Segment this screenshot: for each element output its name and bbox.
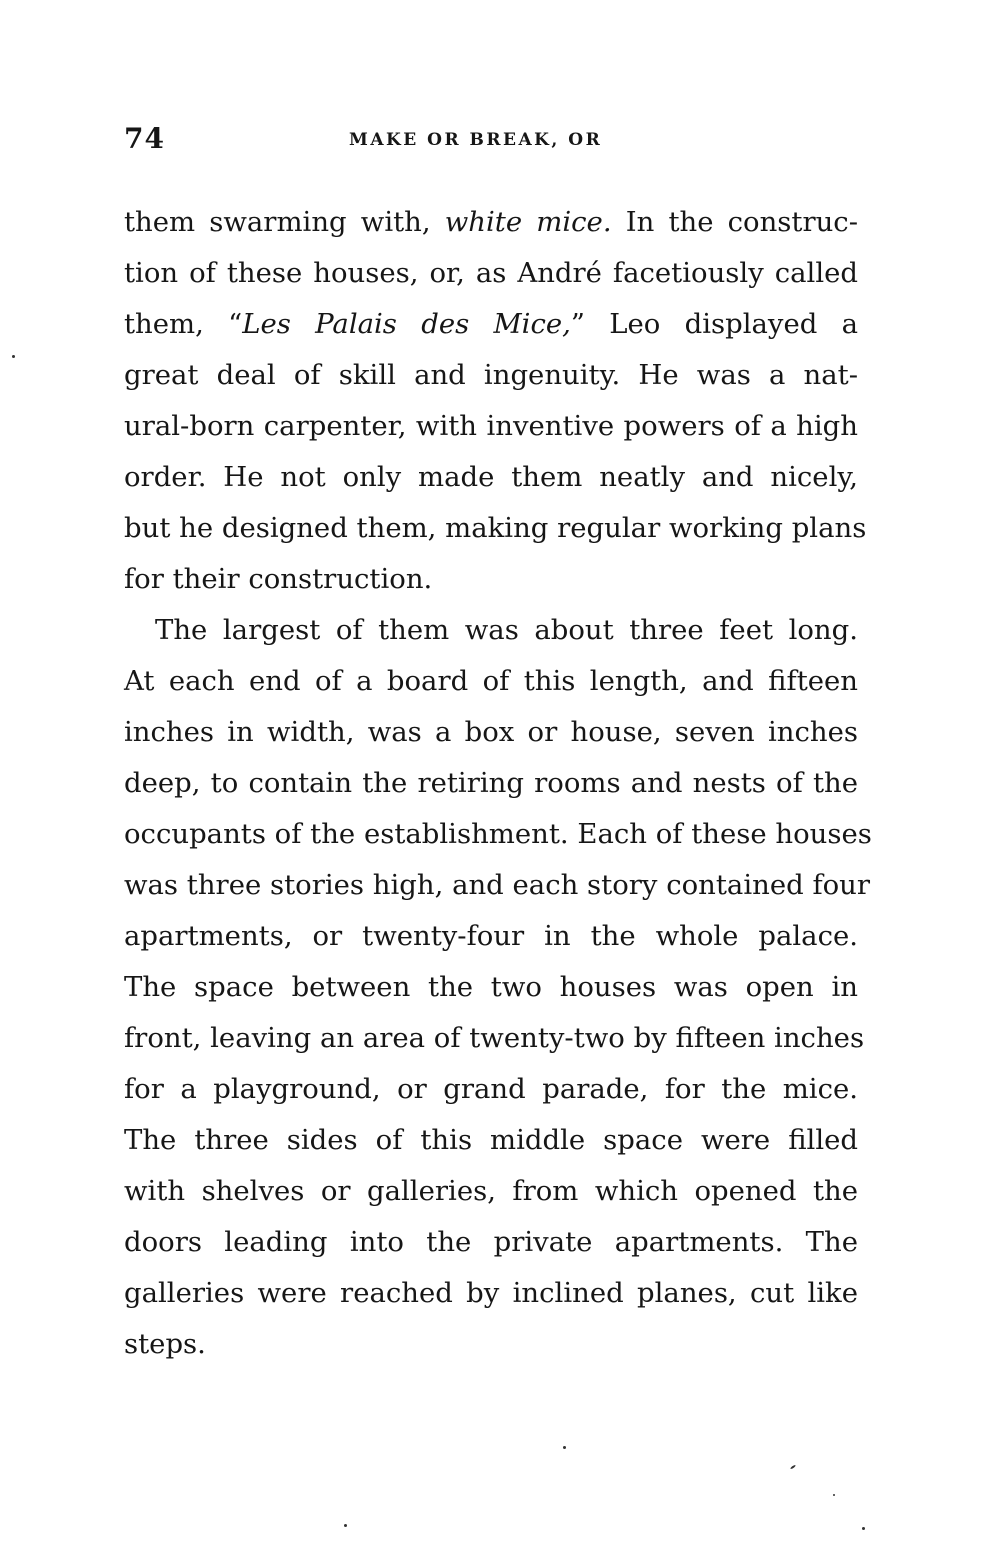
italic-run: Les Palais des Mice,: [242, 308, 571, 340]
text-line: with shelves or galleries, from which opened the: [124, 1175, 858, 1207]
text-line: deep, to contain the retiring rooms and nests of the: [124, 767, 858, 799]
paragraph-1: [124, 197, 867, 605]
text-line: [124, 197, 858, 248]
paragraph-2: [124, 605, 872, 1370]
text-line: great deal of skill and ingenuity. He was a nat-: [124, 359, 858, 391]
text-line: The largest of them was about three feet long.: [155, 614, 858, 646]
text-line: for a playground, or grand parade, for the mice.: [124, 1073, 858, 1105]
text-line: apartments, or twenty-four in the whole palace.: [124, 920, 858, 952]
text-line: but he designed them, making regular working plans: [124, 512, 867, 544]
scan-speck: [862, 1527, 865, 1530]
text-line: front, leaving an area of twenty-two by fifteen inches: [124, 1022, 865, 1054]
italic-run: white mice.: [444, 206, 612, 238]
page-number: 74: [124, 122, 165, 155]
scan-speck: [12, 355, 15, 358]
text-line: At each end of a board of this length, and fifteen: [124, 665, 858, 697]
text-run: In the construc-: [611, 206, 859, 238]
text-line: order. He not only made them neatly and nicely,: [124, 461, 858, 493]
text-run: them, “: [124, 308, 243, 340]
text-line: doors leading into the private apartments. The: [124, 1226, 858, 1258]
scan-speck: [344, 1524, 347, 1527]
text-line: steps.: [124, 1328, 206, 1360]
page-header: [124, 122, 858, 162]
text-line: inches in width, was a box or house, seven inches: [124, 716, 858, 748]
text-line: The space between the two houses was open in: [124, 971, 858, 1003]
body-text: [124, 197, 872, 1370]
text-line: tion of these houses, or, as André facetiously called: [124, 257, 858, 289]
text-line: The three sides of this middle space were filled: [124, 1124, 858, 1156]
text-line: ural-born carpenter, with inventive powers of a high: [124, 410, 858, 442]
text-line: was three stories high, and each story contained four: [124, 869, 871, 901]
text-line: occupants of the establishment. Each of these houses: [124, 818, 872, 850]
scan-speck: [790, 1464, 796, 1469]
text-line: for their construction.: [124, 563, 433, 595]
running-title: MAKE OR BREAK, OR: [349, 130, 603, 150]
text-run: ” Leo displayed a: [570, 308, 859, 340]
text-run: them swarming with,: [124, 206, 445, 238]
scan-speck: [563, 1446, 566, 1449]
scan-speck: [833, 1494, 835, 1496]
text-line: [124, 299, 858, 350]
text-line: galleries were reached by inclined planes, cut like: [124, 1277, 858, 1309]
